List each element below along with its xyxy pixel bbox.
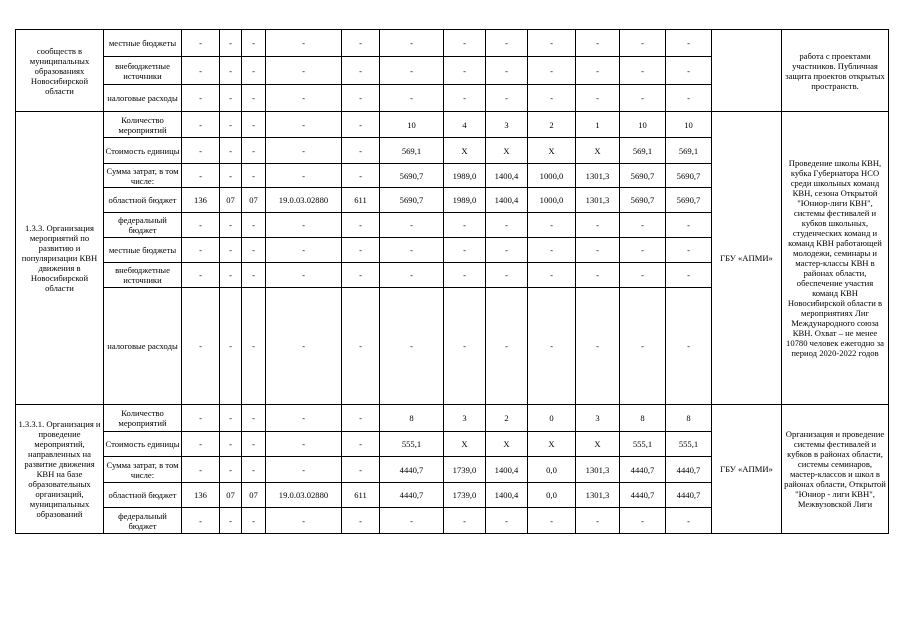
value-cell: 3: [576, 405, 620, 432]
value-cell: -: [620, 263, 666, 288]
value-cell: -: [242, 457, 266, 483]
value-cell: -: [242, 112, 266, 138]
value-cell: -: [528, 288, 576, 405]
value-cell: -: [342, 57, 380, 85]
funding-source: местные бюджеты: [104, 238, 182, 263]
program-activities-table: [15, 29, 889, 534]
value-cell: -: [220, 263, 242, 288]
value-cell: -: [242, 57, 266, 85]
value-cell: 555,1: [620, 432, 666, 457]
value-cell: -: [380, 85, 444, 112]
value-cell: -: [342, 112, 380, 138]
value-cell: -: [576, 238, 620, 263]
value-cell: 1301,3: [576, 457, 620, 483]
expected-results: работа с проектами участников. Публичная защита проектов открытых пространств.: [782, 30, 889, 112]
value-cell: -: [242, 508, 266, 534]
value-cell: -: [242, 263, 266, 288]
value-cell: -: [576, 263, 620, 288]
expected-results: Проведение школы КВН, кубка Губернатора НСО среди школьных команд КВН, сезона Открытой "Юниор-лиги КВН", системы фестивалей и кубков школьных, студенческих команд и команд КВН работающей молодежи, семинары и мастер-классы КВН в районах области, обеспечение участия команд КВН Новосибирской области в мероприятиях Лиг Международного союза КВН. Охват – не менее 10780 человек ежегодно за период 2020-2022 годов: [782, 112, 889, 405]
value-cell: 1989,0: [444, 188, 486, 213]
value-cell: 4440,7: [380, 483, 444, 508]
value-cell: -: [182, 263, 220, 288]
activity-name: 1.3.3. Организация мероприятий по развитию и популяризации КВН движения в Новосибирской области: [16, 112, 104, 405]
value-cell: -: [444, 288, 486, 405]
value-cell: 1400,4: [486, 483, 528, 508]
value-cell: 136: [182, 483, 220, 508]
value-cell: -: [528, 85, 576, 112]
value-cell: -: [266, 405, 342, 432]
value-cell: 611: [342, 188, 380, 213]
value-cell: 2: [528, 112, 576, 138]
value-cell: -: [380, 57, 444, 85]
value-cell: -: [342, 288, 380, 405]
value-cell: 4440,7: [620, 483, 666, 508]
program-table-page: [15, 29, 889, 534]
value-cell: -: [486, 288, 528, 405]
value-cell: Х: [528, 138, 576, 164]
value-cell: -: [266, 164, 342, 188]
value-cell: -: [486, 263, 528, 288]
value-cell: 8: [380, 405, 444, 432]
value-cell: -: [342, 213, 380, 238]
value-cell: 0: [528, 405, 576, 432]
value-cell: -: [666, 508, 712, 534]
funding-source: Стоимость единицы: [104, 138, 182, 164]
activity-name: 1.3.3.1. Организация и проведение мероприятий, направленных на развитие движения КВН на базе образовательных организаций, муниципальных образований: [16, 405, 104, 534]
value-cell: -: [380, 263, 444, 288]
value-cell: -: [220, 238, 242, 263]
value-cell: -: [266, 238, 342, 263]
value-cell: -: [620, 238, 666, 263]
value-cell: -: [242, 405, 266, 432]
funding-source: налоговые расходы: [104, 288, 182, 405]
value-cell: -: [266, 112, 342, 138]
funding-source: налоговые расходы: [104, 85, 182, 112]
value-cell: -: [666, 213, 712, 238]
value-cell: 07: [242, 188, 266, 213]
value-cell: 5690,7: [666, 164, 712, 188]
value-cell: -: [380, 288, 444, 405]
funding-source: областной бюджет: [104, 483, 182, 508]
value-cell: Х: [444, 432, 486, 457]
value-cell: -: [486, 57, 528, 85]
value-cell: -: [242, 213, 266, 238]
value-cell: -: [444, 30, 486, 57]
value-cell: 555,1: [666, 432, 712, 457]
value-cell: -: [220, 112, 242, 138]
value-cell: -: [182, 432, 220, 457]
value-cell: -: [380, 508, 444, 534]
value-cell: 1400,4: [486, 457, 528, 483]
value-cell: -: [444, 238, 486, 263]
value-cell: 07: [220, 483, 242, 508]
value-cell: -: [220, 164, 242, 188]
value-cell: -: [220, 138, 242, 164]
value-cell: 611: [342, 483, 380, 508]
value-cell: -: [486, 85, 528, 112]
value-cell: -: [666, 85, 712, 112]
value-cell: 5690,7: [380, 164, 444, 188]
value-cell: -: [266, 138, 342, 164]
value-cell: 136: [182, 188, 220, 213]
value-cell: -: [486, 213, 528, 238]
funding-source: внебюджетные источники: [104, 263, 182, 288]
value-cell: -: [528, 30, 576, 57]
funding-source: Сумма затрат, в том числе:: [104, 164, 182, 188]
value-cell: -: [266, 57, 342, 85]
value-cell: Х: [576, 138, 620, 164]
value-cell: -: [182, 508, 220, 534]
value-cell: -: [266, 457, 342, 483]
value-cell: -: [380, 238, 444, 263]
funding-source: Количество мероприятий: [104, 112, 182, 138]
value-cell: -: [182, 30, 220, 57]
value-cell: -: [576, 288, 620, 405]
value-cell: -: [444, 508, 486, 534]
funding-source: внебюджетные источники: [104, 57, 182, 85]
value-cell: -: [342, 138, 380, 164]
value-cell: -: [342, 508, 380, 534]
value-cell: -: [666, 288, 712, 405]
value-cell: -: [380, 213, 444, 238]
value-cell: -: [666, 263, 712, 288]
value-cell: 07: [242, 483, 266, 508]
value-cell: 1739,0: [444, 457, 486, 483]
value-cell: 3: [444, 405, 486, 432]
value-cell: -: [182, 288, 220, 405]
value-cell: 5690,7: [666, 188, 712, 213]
funding-source: областной бюджет: [104, 188, 182, 213]
value-cell: Х: [486, 138, 528, 164]
value-cell: 1739,0: [444, 483, 486, 508]
table-row: [16, 112, 889, 138]
value-cell: 1400,4: [486, 164, 528, 188]
activity-name: сообществ в муниципальных образованиях Новосибирской области: [16, 30, 104, 112]
value-cell: -: [182, 57, 220, 85]
value-cell: -: [342, 457, 380, 483]
value-cell: -: [666, 30, 712, 57]
value-cell: -: [486, 508, 528, 534]
value-cell: 4: [444, 112, 486, 138]
value-cell: Х: [576, 432, 620, 457]
value-cell: 4440,7: [666, 457, 712, 483]
value-cell: -: [220, 457, 242, 483]
value-cell: 8: [620, 405, 666, 432]
value-cell: 10: [380, 112, 444, 138]
value-cell: -: [620, 30, 666, 57]
value-cell: -: [620, 57, 666, 85]
value-cell: -: [342, 238, 380, 263]
value-cell: 1301,3: [576, 483, 620, 508]
value-cell: -: [242, 30, 266, 57]
value-cell: 4440,7: [666, 483, 712, 508]
value-cell: 8: [666, 405, 712, 432]
value-cell: -: [242, 288, 266, 405]
table-row: [16, 30, 889, 57]
funding-source: местные бюджеты: [104, 30, 182, 57]
value-cell: -: [666, 238, 712, 263]
value-cell: -: [266, 288, 342, 405]
value-cell: -: [266, 263, 342, 288]
value-cell: 19.0.03.02880: [266, 188, 342, 213]
funding-source: федеральный бюджет: [104, 213, 182, 238]
value-cell: -: [182, 405, 220, 432]
value-cell: -: [342, 405, 380, 432]
value-cell: -: [242, 432, 266, 457]
value-cell: -: [444, 85, 486, 112]
value-cell: -: [576, 57, 620, 85]
value-cell: -: [220, 405, 242, 432]
funding-source: федеральный бюджет: [104, 508, 182, 534]
value-cell: -: [380, 30, 444, 57]
executor: ГБУ «АПМИ»: [712, 405, 782, 534]
value-cell: 1: [576, 112, 620, 138]
value-cell: 19.0.03.02880: [266, 483, 342, 508]
value-cell: -: [576, 30, 620, 57]
funding-source: Количество мероприятий: [104, 405, 182, 432]
value-cell: -: [266, 508, 342, 534]
value-cell: -: [182, 238, 220, 263]
value-cell: -: [342, 164, 380, 188]
value-cell: -: [220, 85, 242, 112]
value-cell: -: [182, 457, 220, 483]
value-cell: -: [242, 85, 266, 112]
value-cell: 4440,7: [620, 457, 666, 483]
value-cell: -: [182, 164, 220, 188]
value-cell: -: [220, 30, 242, 57]
value-cell: -: [266, 85, 342, 112]
value-cell: 5690,7: [380, 188, 444, 213]
value-cell: -: [266, 213, 342, 238]
value-cell: -: [620, 508, 666, 534]
value-cell: 569,1: [666, 138, 712, 164]
value-cell: -: [666, 57, 712, 85]
value-cell: 10: [620, 112, 666, 138]
value-cell: -: [342, 432, 380, 457]
value-cell: 1989,0: [444, 164, 486, 188]
value-cell: -: [182, 85, 220, 112]
value-cell: -: [576, 508, 620, 534]
value-cell: 569,1: [380, 138, 444, 164]
table-body: [16, 30, 889, 534]
value-cell: 07: [220, 188, 242, 213]
value-cell: 2: [486, 405, 528, 432]
value-cell: 1400,4: [486, 188, 528, 213]
value-cell: 0,0: [528, 457, 576, 483]
value-cell: -: [528, 238, 576, 263]
value-cell: 1301,3: [576, 164, 620, 188]
value-cell: 5690,7: [620, 164, 666, 188]
value-cell: -: [342, 263, 380, 288]
value-cell: -: [220, 213, 242, 238]
value-cell: -: [266, 30, 342, 57]
value-cell: -: [528, 213, 576, 238]
value-cell: -: [182, 112, 220, 138]
value-cell: -: [220, 432, 242, 457]
value-cell: 10: [666, 112, 712, 138]
value-cell: -: [576, 213, 620, 238]
table-row: [16, 405, 889, 432]
value-cell: -: [486, 30, 528, 57]
value-cell: -: [444, 213, 486, 238]
value-cell: 1000,0: [528, 188, 576, 213]
value-cell: -: [182, 213, 220, 238]
value-cell: -: [620, 213, 666, 238]
value-cell: -: [620, 85, 666, 112]
executor: [712, 30, 782, 112]
value-cell: 4440,7: [380, 457, 444, 483]
value-cell: -: [528, 508, 576, 534]
value-cell: -: [342, 85, 380, 112]
value-cell: -: [342, 30, 380, 57]
value-cell: -: [242, 238, 266, 263]
value-cell: Х: [486, 432, 528, 457]
value-cell: 555,1: [380, 432, 444, 457]
value-cell: -: [242, 164, 266, 188]
value-cell: -: [444, 57, 486, 85]
value-cell: 3: [486, 112, 528, 138]
value-cell: -: [620, 288, 666, 405]
value-cell: -: [220, 508, 242, 534]
value-cell: 569,1: [620, 138, 666, 164]
value-cell: 1301,3: [576, 188, 620, 213]
value-cell: -: [182, 138, 220, 164]
value-cell: Х: [444, 138, 486, 164]
value-cell: -: [242, 138, 266, 164]
value-cell: 5690,7: [620, 188, 666, 213]
value-cell: Х: [528, 432, 576, 457]
value-cell: -: [220, 288, 242, 405]
value-cell: 1000,0: [528, 164, 576, 188]
value-cell: -: [486, 238, 528, 263]
executor: ГБУ «АПМИ»: [712, 112, 782, 405]
value-cell: -: [266, 432, 342, 457]
value-cell: 0,0: [528, 483, 576, 508]
expected-results: Организация и проведение системы фестивалей и кубков в районах области, системы семинаров, мастер-классов и школ в районах области, Открытой "Юниор - лиги КВН", Межвузовской Лиги: [782, 405, 889, 534]
value-cell: -: [444, 263, 486, 288]
value-cell: -: [576, 85, 620, 112]
funding-source: Стоимость единицы: [104, 432, 182, 457]
value-cell: -: [528, 57, 576, 85]
funding-source: Сумма затрат, в том числе:: [104, 457, 182, 483]
value-cell: -: [528, 263, 576, 288]
value-cell: -: [220, 57, 242, 85]
